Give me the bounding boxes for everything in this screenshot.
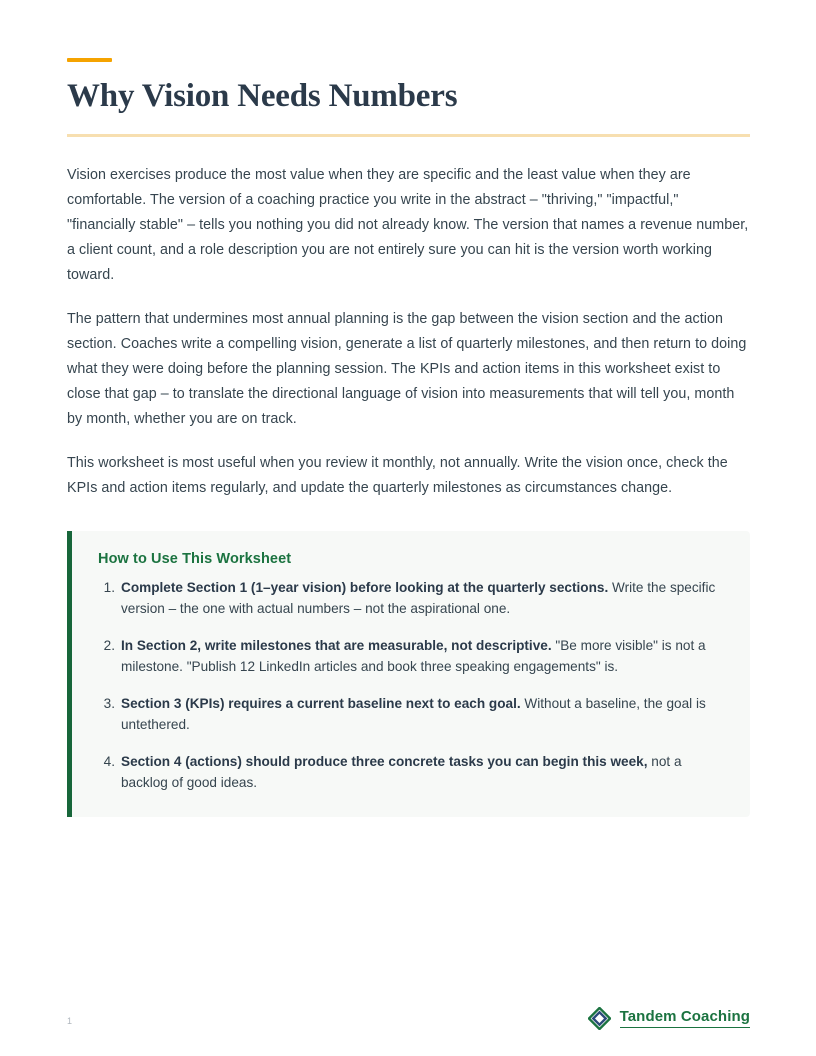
list-item <box>98 751 724 793</box>
list-item-rest: Write the specific version – the one with actual numbers – not the aspirational one. <box>121 579 716 616</box>
brand-name: Tandem Coaching <box>620 1009 750 1028</box>
list-item <box>98 693 724 735</box>
list-item-number: 3. <box>103 695 115 711</box>
page-title: Why Vision Needs Numbers <box>67 78 458 114</box>
list-item-bold: In Section 2, write milestones that are measurable, not descriptive. <box>121 637 552 653</box>
list-item-number: 1. <box>103 579 115 595</box>
list-item-text <box>121 577 724 619</box>
body-paragraph-1: Vision exercises produce the most value when they are specific and the least value when they are comfortable. The version of a coaching practice you write in the abstract – "thriving," "impactful," "financially stable" – tells you nothing you did not already know. The version that names a revenue number, a client count, and a role description you are not entirely sure you can hit is the version worth working toward. <box>67 166 749 283</box>
list-item-number: 2. <box>103 637 115 653</box>
list-item-text <box>121 693 724 735</box>
list-item-text <box>121 751 724 793</box>
title-divider <box>67 134 750 137</box>
page-number: 1 <box>67 1016 73 1026</box>
brand-logo <box>588 1007 750 1030</box>
list-item-bold: Complete Section 1 (1–year vision) before looking at the quarterly sections. <box>121 579 609 595</box>
list-item-bold: Section 3 (KPIs) requires a current baseline next to each goal. <box>121 695 521 711</box>
list-item-number: 4. <box>103 753 115 769</box>
tandem-diamond-logo-icon <box>588 1007 611 1030</box>
title-accent-bar <box>67 58 112 62</box>
body-paragraph-2: The pattern that undermines most annual planning is the gap between the vision section and the action section. Coaches write a compelling vision, generate a list of quarterly milestones, and then return to doing what they were doing before the planning session. The KPIs and action items in this worksheet exist to close that gap – to translate the directional language of vision into measurements that will tell you, month by month, whether you are on track. <box>67 310 747 427</box>
page-footer <box>0 1002 816 1030</box>
list-item-bold: Section 4 (actions) should produce three concrete tasks you can begin this week, <box>121 753 648 769</box>
document-content <box>67 0 750 817</box>
how-to-use-callout <box>67 531 750 817</box>
callout-title: How to Use This Worksheet <box>98 550 292 567</box>
list-item <box>98 577 724 619</box>
list-item <box>98 635 724 677</box>
list-item-rest: "Be more visible" is not a milestone. "Publish 12 LinkedIn articles and book three speaking engagements" is. <box>121 637 706 674</box>
list-item-text <box>121 635 724 677</box>
callout-instruction-list <box>98 577 724 793</box>
list-item-rest: not a backlog of good ideas. <box>121 753 682 790</box>
body-paragraph-3: This worksheet is most useful when you review it monthly, not annually. Write the vision once, check the KPIs and action items regularly, and update the quarterly milestones as circumstances change. <box>67 454 728 496</box>
list-item-rest: Without a baseline, the goal is untethered. <box>121 695 706 732</box>
